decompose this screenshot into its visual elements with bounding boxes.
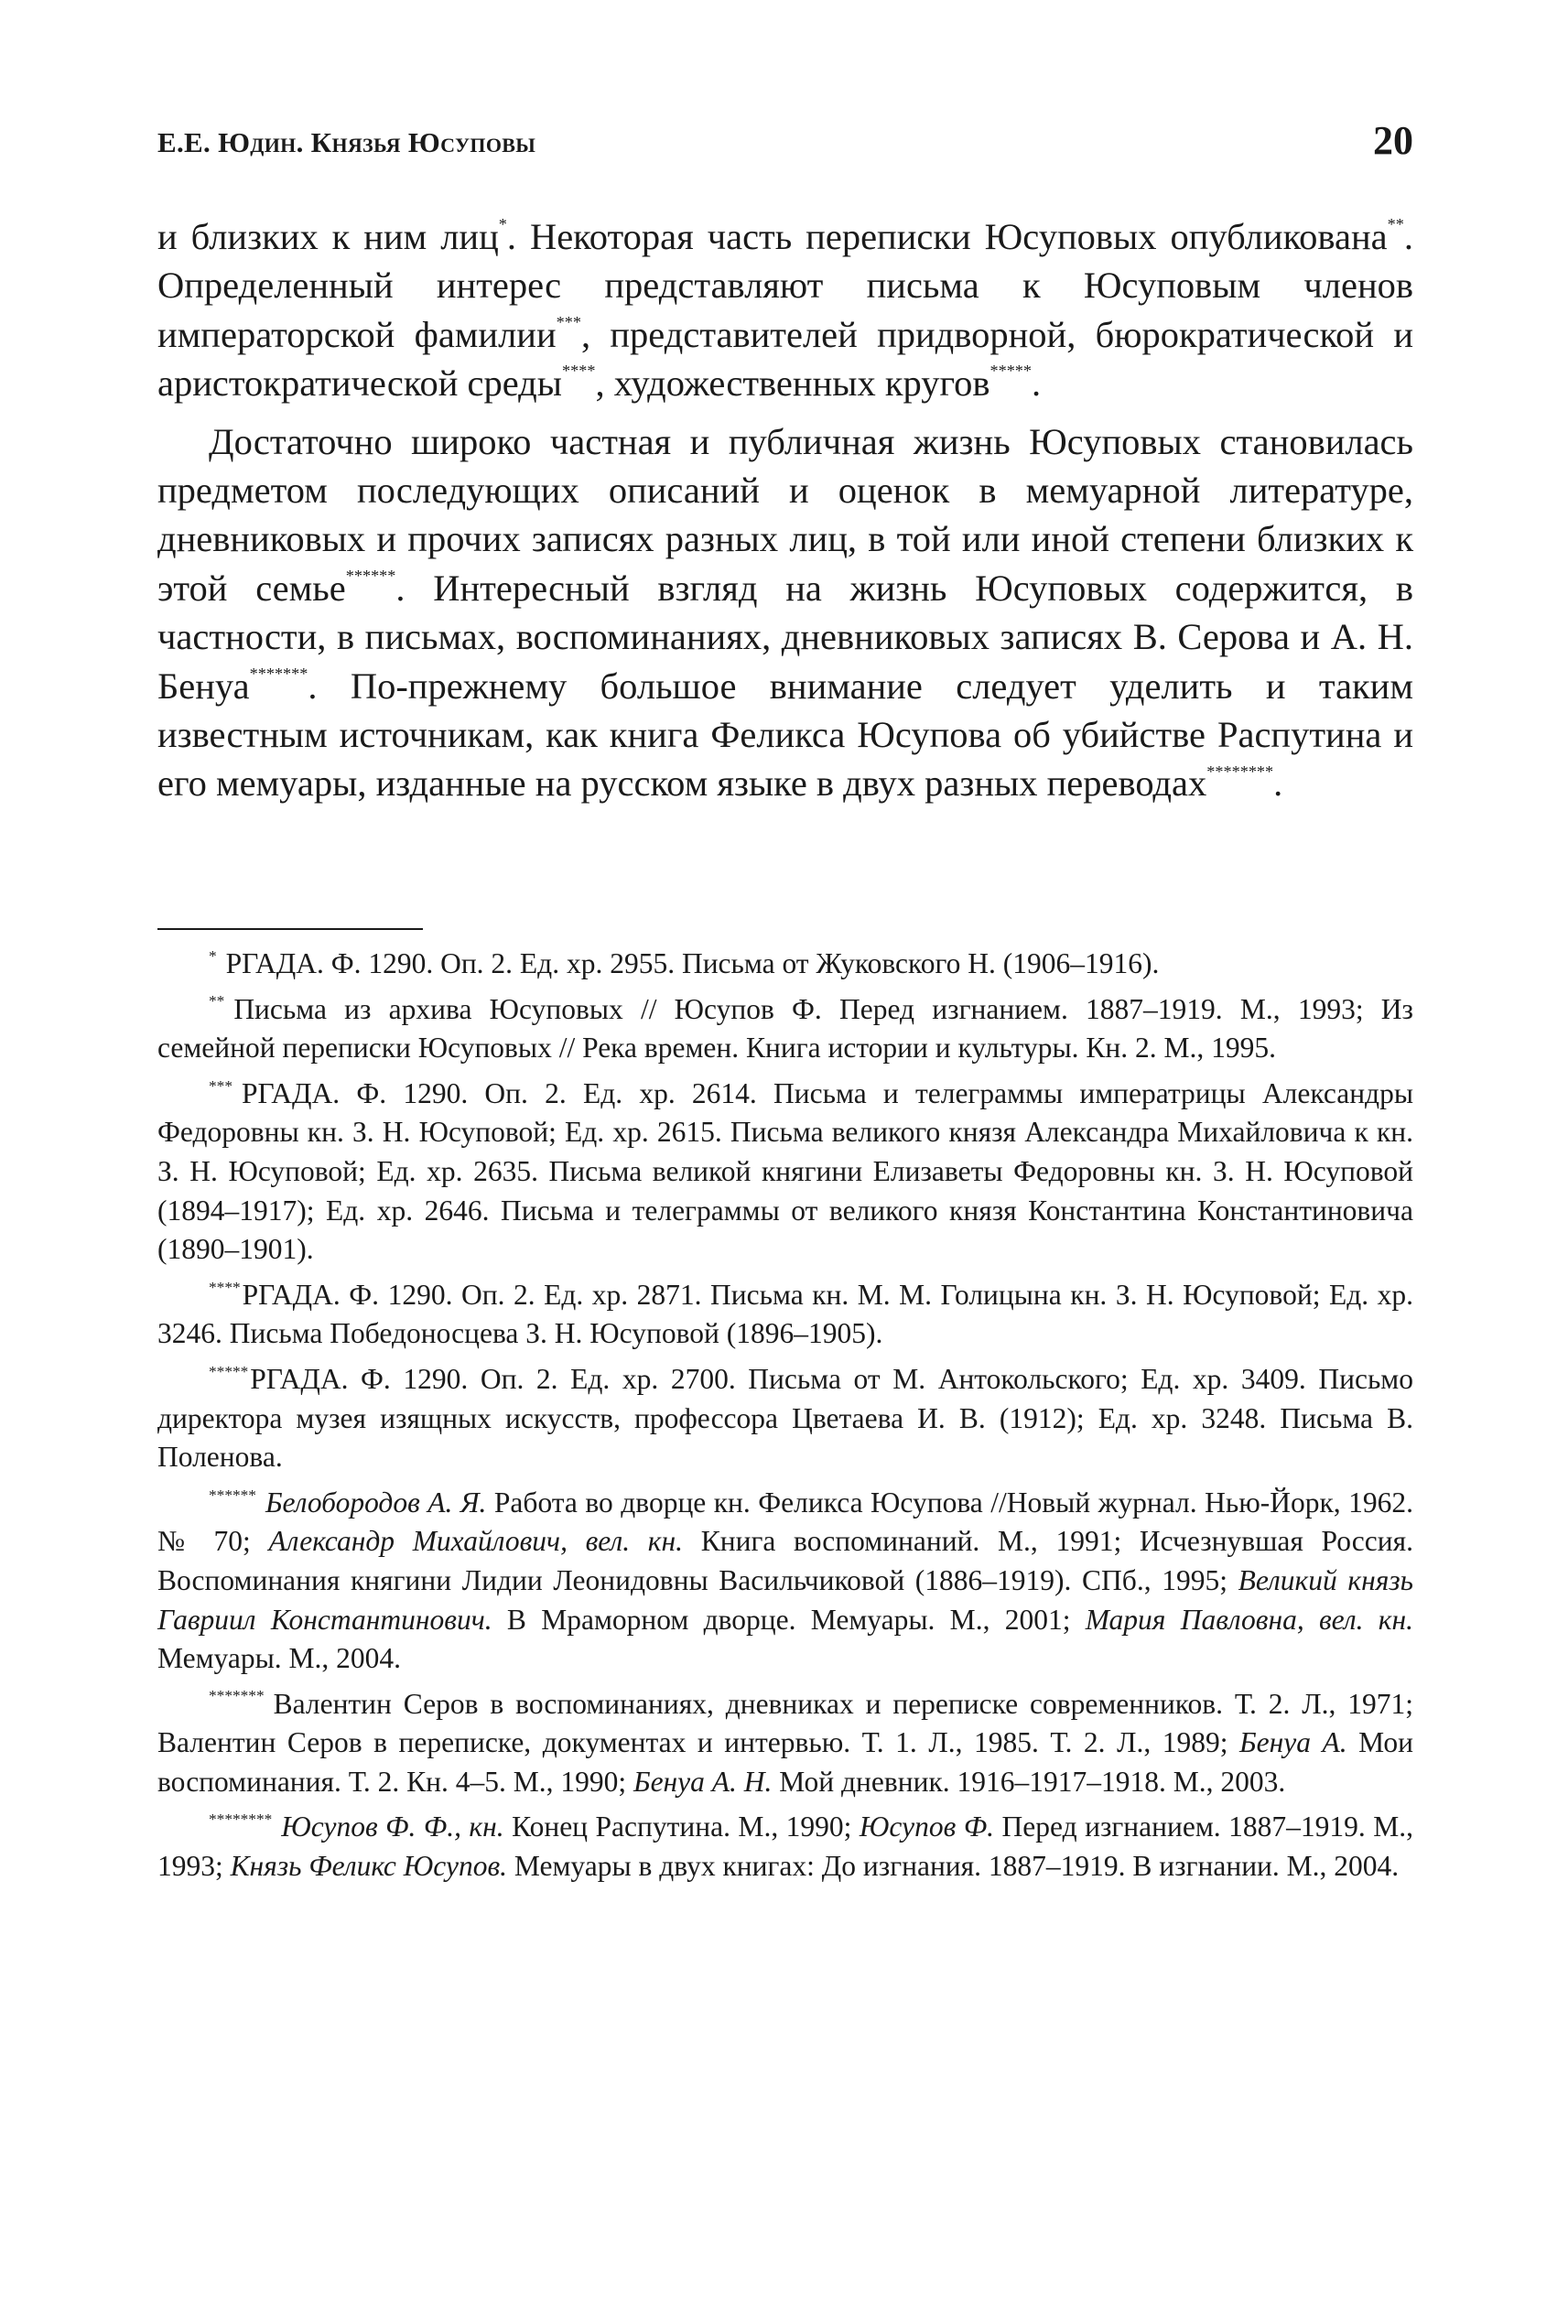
text-run: , художественных кругов (595, 362, 990, 405)
footnote-4 (157, 1276, 1413, 1354)
footnote-text: Письма из архива Юсуповых // Юсупов Ф. Перед изгнанием. 1887–1919. М., 1993; Из семейной переписки Юсуповых // Река времен. Книга истории и культуры. Кн. 2. М., 1995. (157, 992, 1413, 1065)
author-name: Великий князь Гавриил Константинович. (157, 1563, 1413, 1636)
footnote-text: Мемуары в двух книгах: До изгнания. 1887–1919. В изгнании. М., 2004. (507, 1850, 1400, 1883)
footnote-divider (157, 928, 423, 930)
footnote-1 (157, 945, 1413, 984)
page-number: 20 (1373, 118, 1413, 163)
text-run: . (1032, 362, 1042, 405)
footnote-text: РГАДА. Ф. 1290. Оп. 2. Ед. хр. 2614. Письма и телеграммы императрицы Александры Федоровны кн. З. Н. Юсуповой; Ед. хр. 2615. Письма великого князя Александра Михайловича к кн. З. Н. Юсуповой; Ед. хр. 2635. Письма великой княгини Елизаветы Федоровны кн. З. Н. Юсуповой (1894–1917); Ед. хр. 2646. Письма и телеграммы от великого князя Константина Константиновича (1890–1901). (157, 1076, 1413, 1266)
text-run: . Некоторая часть переписки Юсуповых опубликована (506, 216, 1388, 257)
author-name: Юсупов Ф. Ф., кн. (281, 1811, 504, 1843)
footnote-mark: ****** (209, 1486, 256, 1504)
footnote-text: Валентин Серов в воспоминаниях, дневниках и переписке современников. Т. 2. Л., 1971; Валентин Серов в переписке, документах и интервью. Т. 1. Л., 1985. Т. 2. Л., 1989; (157, 1687, 1413, 1759)
text-run: . По-прежнему большое внимание следует уделить и таким известным источникам, как книга Феликса Юсупова об убийстве Распутина и его мемуары, изданные на русском языке в двух разных переводах (157, 665, 1413, 805)
footnote-text: Перед изгнанием. 1887–1919. М., 1993; (157, 1811, 1413, 1883)
running-title: Е.Е. Юдин. Князья Юсуповы (157, 126, 536, 158)
footnote-mark: * (209, 946, 217, 965)
footnote-text: Мемуары. М., 2004. (157, 1642, 401, 1675)
footnote-mark: *** (209, 1076, 232, 1095)
footnote-ref-7: ******* (249, 664, 308, 683)
text-run: . (1273, 762, 1283, 805)
author-name: Бенуа А. Н. (633, 1765, 773, 1798)
footnote-mark: **** (209, 1278, 241, 1296)
footnote-3 (157, 1075, 1413, 1270)
footnote-5 (157, 1360, 1413, 1477)
paragraph-2 (157, 417, 1413, 808)
footnote-text: Мои воспоминания. Т. 2. Кн. 4–5. М., 1990; (157, 1726, 1413, 1798)
footnote-mark: ******* (209, 1687, 265, 1705)
text-run: Достаточно широко частная и публичная жизнь Юсуповых становилась предметом последующих описаний и оценок в мемуарной литературе, дневниковых и прочих записях разных лиц, в той или иной степени близких к этой семье (157, 420, 1413, 609)
footnote-text: РГАДА. Ф. 1290. Оп. 2. Ед. хр. 2955. Письма от Жуковского Н. (1906–1916). (225, 947, 1160, 979)
footnote-text: В Мраморном дворце. Мемуары. М., 2001; (492, 1603, 1086, 1636)
text-run: . Интересный взгляд на жизнь Юсуповых содержится, в частности, в письмах, воспоминаниях, дневниковых записях В. Серова и А. Н. Бенуа (157, 567, 1413, 707)
footnote-ref-8: ******** (1206, 762, 1274, 781)
author-name: Бенуа А. (1239, 1726, 1347, 1759)
footnote-ref-2: ** (1387, 215, 1404, 234)
text-run: , представителей придворной, бюрократической и аристократической среды (157, 313, 1413, 405)
footnote-ref-5: ***** (989, 362, 1033, 381)
paragraph-1 (157, 212, 1413, 408)
footnotes (157, 945, 1413, 1893)
footnote-text: Мой дневник. 1916–1917–1918. М., 2003. (772, 1765, 1286, 1798)
footnote-8 (157, 1808, 1413, 1886)
book-page (157, 0, 1413, 2324)
author-name: Белобородов А. Я. (265, 1486, 487, 1519)
footnote-text: Конец Распутина. М., 1990; (503, 1811, 860, 1843)
author-name: Мария Павловна, вел. кн. (1085, 1603, 1413, 1636)
text-run: и близких к ним лиц (157, 216, 499, 257)
footnote-text: РГАДА. Ф. 1290. Оп. 2. Ед. хр. 2871. Письма кн. М. М. Голицына кн. З. Н. Юсуповой; Ед. хр. 3246. Письма Победоносцева З. Н. Юсуповой (1896–1905). (157, 1278, 1413, 1350)
footnote-ref-1: * (498, 215, 507, 234)
text-run: . Определенный интерес представляют письма к Юсуповым членов императорской фамилии (157, 216, 1413, 355)
footnote-text: Работа во дворце кн. Феликса Юсупова //Новый журнал. Нью-Йорк, 1962. № 70; (157, 1486, 1413, 1558)
footnote-mark: ***** (209, 1362, 249, 1380)
footnote-ref-3: *** (556, 312, 581, 331)
footnote-mark: ** (209, 992, 225, 1011)
footnote-6 (157, 1484, 1413, 1679)
author-name: Князь Феликс Юсупов. (230, 1850, 508, 1883)
author-name: Александр Михайлович, вел. кн. (268, 1525, 684, 1558)
footnote-mark: ******** (209, 1811, 273, 1829)
footnote-ref-6: ****** (345, 566, 396, 585)
main-text (157, 212, 1413, 808)
footnote-text: РГАДА. Ф. 1290. Оп. 2. Ед. хр. 2700. Письма от М. Антокольского; Ед. хр. 3409. Письмо директора музея изящных искусств, профессора Цветаева И. В. (1912); Ед. хр. 3248. Письма В. Поленова. (157, 1362, 1413, 1474)
footnote-7 (157, 1685, 1413, 1802)
footnote-text: Книга воспоминаний. М., 1991; Исчезнувшая Россия. Воспоминания княгини Лидии Леонидовны Васильчиковой (1886–1919). СПб., 1995; (157, 1525, 1413, 1596)
footnote-ref-4: **** (562, 362, 596, 381)
author-name: Юсупов Ф. (859, 1811, 995, 1843)
running-head (157, 117, 1413, 172)
footnote-2 (157, 990, 1413, 1068)
